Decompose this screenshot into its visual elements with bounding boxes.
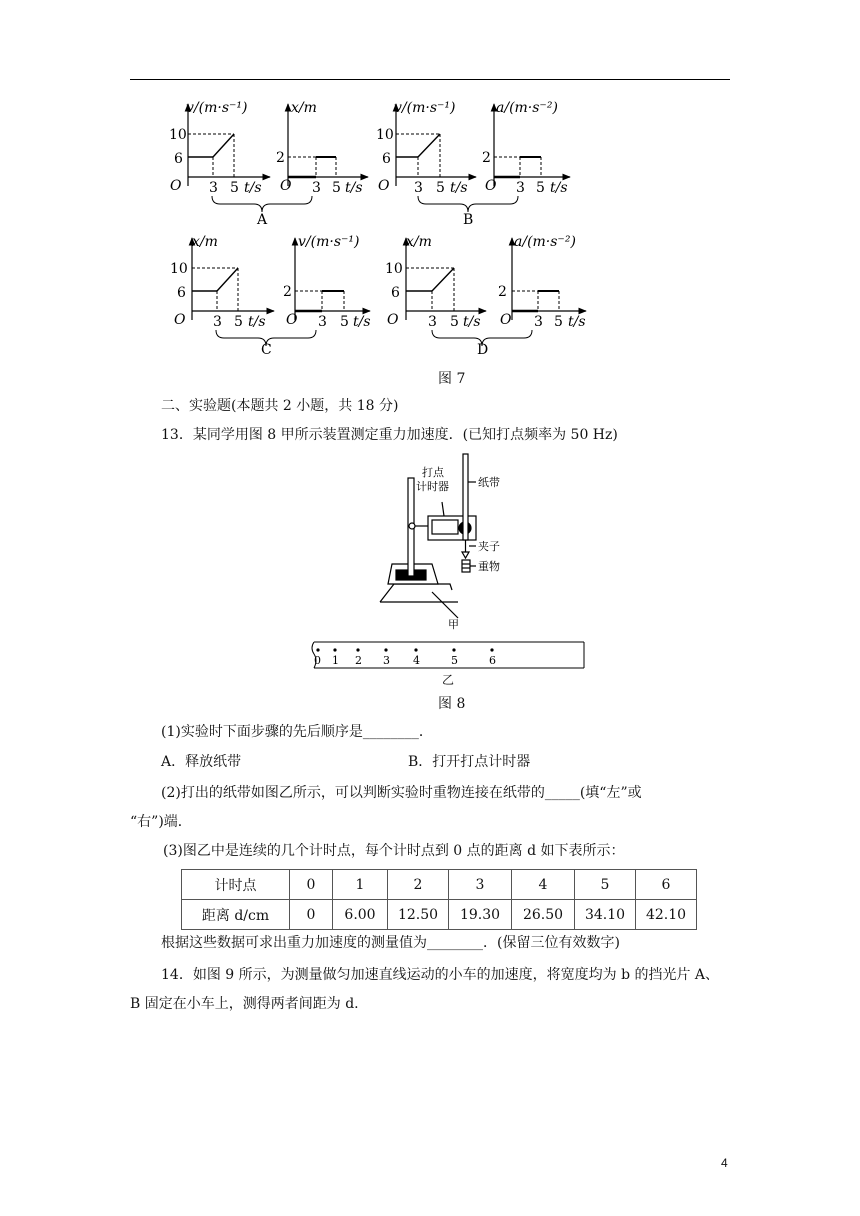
tick-label: 5 <box>536 180 545 196</box>
x-axis-label: t/s <box>345 180 363 196</box>
option-b: B．打开打点计时器 <box>408 754 531 770</box>
timer-label-line1: 打点 <box>422 466 444 479</box>
graph-d-displacement <box>385 234 486 330</box>
origin-label: O <box>170 178 182 194</box>
tick-label: 3 <box>516 180 525 196</box>
option-label-a: A <box>257 212 268 228</box>
figure-7-caption: 图 7 <box>438 371 466 387</box>
x-axis-label: t/s <box>248 314 266 330</box>
table-cell: 6.00 <box>333 900 388 930</box>
tick-label: 3 <box>534 314 543 330</box>
tick-label: 2 <box>498 284 507 300</box>
origin-label: O <box>174 312 186 328</box>
tick-label: 5 <box>554 314 563 330</box>
graph-a-velocity <box>169 100 270 196</box>
tick-label: 6 <box>174 151 183 167</box>
tape-point-label: 4 <box>413 654 420 667</box>
table-cell: 42.10 <box>636 900 697 930</box>
option-label-d: D <box>477 342 489 354</box>
y-axis-label: a/(m·s⁻²) <box>514 234 576 250</box>
question-13-conclusion: 根据这些数据可求出重力加速度的测量值为________．(保留三位有效数字) <box>161 935 620 951</box>
graph-c-displacement <box>170 234 274 330</box>
figure-8-apparatus <box>372 452 542 630</box>
figure-jia-label: 甲 <box>448 618 459 630</box>
tick-label: 5 <box>450 314 459 330</box>
figure-8-paper-tape <box>308 640 586 670</box>
origin-label: O <box>280 178 292 194</box>
graph-c-velocity <box>283 234 371 330</box>
x-axis-label: t/s <box>550 180 568 196</box>
tick-label: 5 <box>332 180 341 196</box>
tick-label: 5 <box>234 314 243 330</box>
x-axis-label: t/s <box>568 314 586 330</box>
tick-label: 3 <box>209 180 218 196</box>
table-cell: 34.10 <box>575 900 636 930</box>
y-axis-label: x/m <box>291 100 317 116</box>
question-13-part-3: (3)图乙中是连续的几个计时点，每个计时点到 0 点的距离 d 如下表所示： <box>163 843 625 859</box>
graph-b-acceleration <box>482 100 570 196</box>
origin-label: O <box>500 312 512 328</box>
tick-label: 3 <box>428 314 437 330</box>
graph-b-velocity <box>376 100 476 196</box>
tick-label: 3 <box>312 180 321 196</box>
tick-label: 3 <box>318 314 327 330</box>
question-14-line1: 14．如图 9 所示，为测量做匀加速直线运动的小车的加速度，将宽度均为 b 的挡光片 A、 <box>161 967 720 983</box>
page-number: 4 <box>721 1156 728 1170</box>
section-heading: 二、实验题(本题共 2 小题，共 18 分) <box>161 398 399 414</box>
tape-label: 纸带 <box>478 476 500 489</box>
tick-label: 2 <box>482 150 491 166</box>
y-axis-label: x/m <box>192 234 218 250</box>
origin-label: O <box>286 312 298 328</box>
table-cell: 12.50 <box>388 900 449 930</box>
tick-label: 10 <box>376 127 394 143</box>
question-13-part-2-line2: “右”)端． <box>130 814 192 830</box>
tick-label: 6 <box>177 285 186 301</box>
weight-label: 重物 <box>478 560 500 573</box>
tick-label: 2 <box>276 150 285 166</box>
table-cell: 6 <box>636 870 697 900</box>
table-cell: 3 <box>449 870 512 900</box>
question-13-part-1: (1)实验时下面步骤的先后顺序是________． <box>161 724 433 740</box>
tick-label: 5 <box>436 180 445 196</box>
option-label-b: B <box>463 212 474 228</box>
y-axis-label: v/(m·s⁻¹) <box>186 100 248 116</box>
y-axis-label: v/(m·s⁻¹) <box>298 234 360 250</box>
question-13-stem: 13．某同学用图 8 甲所示装置测定重力加速度．(已知打点频率为 50 Hz) <box>161 427 618 443</box>
x-axis-label: t/s <box>353 314 371 330</box>
tick-label: 10 <box>385 261 403 277</box>
tick-label: 10 <box>169 127 187 143</box>
origin-label: O <box>485 178 497 194</box>
x-axis-label: t/s <box>463 314 481 330</box>
tape-point-label: 5 <box>451 654 458 667</box>
table-cell: 0 <box>290 900 333 930</box>
tick-label: 5 <box>340 314 349 330</box>
table-row <box>182 900 697 930</box>
table-header-cell: 距离 d/cm <box>182 900 290 930</box>
y-axis-label: a/(m·s⁻²) <box>496 100 558 116</box>
table-cell: 0 <box>290 870 333 900</box>
clip-label: 夹子 <box>478 540 500 553</box>
table-cell: 5 <box>575 870 636 900</box>
tick-label: 6 <box>382 151 391 167</box>
tick-label: 2 <box>283 284 292 300</box>
tick-label: 6 <box>391 285 400 301</box>
y-axis-label: v/(m·s⁻¹) <box>394 100 456 116</box>
origin-label: O <box>378 178 390 194</box>
graph-a-displacement <box>276 100 368 196</box>
timer-label-line2: 计时器 <box>416 480 449 493</box>
table-row <box>182 870 697 900</box>
table-cell: 19.30 <box>449 900 512 930</box>
header-rule <box>130 79 730 80</box>
table-cell: 4 <box>512 870 575 900</box>
y-axis-label: x/m <box>406 234 432 250</box>
figure-7-graphs <box>150 92 590 354</box>
tape-point-label: 2 <box>355 654 362 667</box>
tape-point-label: 1 <box>332 654 339 667</box>
x-axis-label: t/s <box>450 180 468 196</box>
question-14-line2: B 固定在小车上，测得两者间距为 d. <box>130 996 359 1012</box>
table-cell: 2 <box>388 870 449 900</box>
figure-yi-label: 乙 <box>442 673 455 687</box>
figure-8-caption: 图 8 <box>438 696 466 712</box>
option-a: A．释放纸带 <box>161 754 242 770</box>
tape-point-label: 0 <box>314 654 321 667</box>
table-cell: 26.50 <box>512 900 575 930</box>
question-13-part-2-line1: (2)打出的纸带如图乙所示，可以判断实验时重物连接在纸带的_____(填“左”或 <box>161 785 642 801</box>
distance-table <box>181 869 697 930</box>
option-label-c: C <box>261 342 272 354</box>
table-header-cell: 计时点 <box>182 870 290 900</box>
origin-label: O <box>387 312 399 328</box>
tick-label: 5 <box>230 180 239 196</box>
tape-point-label: 3 <box>383 654 390 667</box>
tick-label: 3 <box>213 314 222 330</box>
x-axis-label: t/s <box>244 180 262 196</box>
tick-label: 3 <box>414 180 423 196</box>
graph-d-acceleration <box>498 234 586 330</box>
tick-label: 10 <box>170 261 188 277</box>
table-cell: 1 <box>333 870 388 900</box>
tape-point-label: 6 <box>489 654 496 667</box>
